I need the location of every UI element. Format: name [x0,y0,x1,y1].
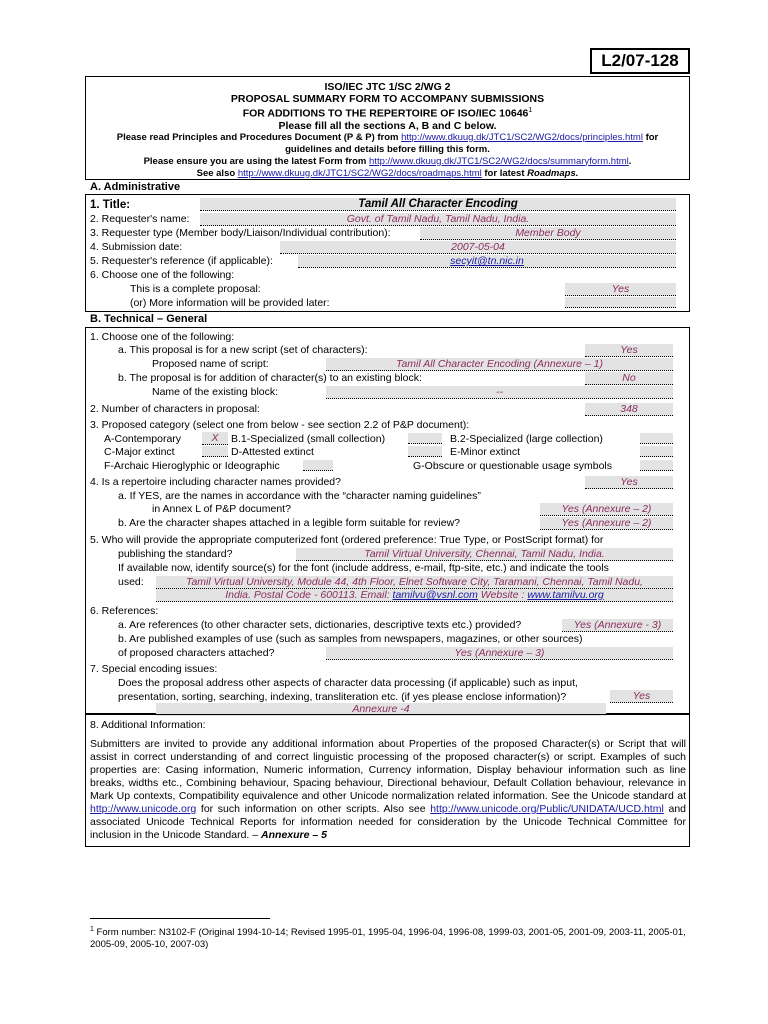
existing-block-field[interactable]: -- [326,386,673,399]
cat-f-label: F-Archaic Hieroglyphic or Ideographic [104,460,280,472]
header-roadmaps: See also http://www.dkuug.dk/JTC1/SC2/WG2/docs/roadmaps.html for latest Roadmaps. [196,167,579,179]
q6b-field[interactable]: Yes (Annexure – 3) [326,647,673,660]
header-guidelines: guidelines and details before filling this form. [285,143,490,155]
requester-reference-label: 5. Requester's reference (if applicable): [90,255,273,267]
header-repertoire: FOR ADDITIONS TO THE REPERTOIRE OF ISO/IEC 10646$^1$ [242,107,533,120]
title-field[interactable]: Tamil All Character Encoding [200,198,676,211]
q4b-label: b. Are the character shapes attached in a legible form suitable for review? [118,517,461,529]
q4a-label-1: a. If YES, are the names in accordance with the “character naming guidelines” [118,490,481,502]
q4-label: 4. Is a repertoire including character names provided? [90,476,341,488]
font-source-field-1[interactable]: Tamil Virtual University, Module 44, 4th Floor, Elnet Software City, Taramani, Chennai, Tamil Nadu, [156,576,673,589]
q2-label: 2. Number of characters in proposal: [90,403,260,415]
q7-label: 7. Special encoding issues: [90,663,218,675]
cat-g-field[interactable] [640,460,673,471]
q5-label-2: publishing the standard? [118,548,233,560]
additional-info-text: Submitters are invited to provide any additional information about Properties of the proposed Character(s) or Script that will assist in correct understanding of and correct linguistic processing of the proposed character(s) or script. Examples of such properties are: Casing information, Numeric information, Currency information, Display behaviour information such as line breaks, widths etc., Combining behaviour, Spacing behaviour, Directional behaviour, Default Collation behaviour, relevance in Mark Up contexts, Compatibility equivalence and other Unicode normalization related information. See the Unicode standard at http://www.unicode.org for such information on other scripts. Also see http://www.unicode.org/Public/UNIDATA/UCD.html and associated Unicode Technical Reports for information needed for consideration by the Unicode Technical Committee for inclusion in the Unicode Standard. – Annexure – 5 [90,738,686,841]
q1a-label: a. This proposal is for a new script (set of characters): [118,344,368,356]
roadmaps-link[interactable]: http://www.dkuug.dk/JTC1/SC2/WG2/docs/roadmaps.html [237,167,482,179]
more-info-field[interactable] [565,297,676,308]
submission-date-label: 4. Submission date: [90,241,183,253]
font-source-field-2[interactable]: India. Postal Code - 600113. Email: tamilvu@vsnl.com Website : www.tamilvu.org [156,589,673,602]
q3-label: 3. Proposed category (select one from below - see section 2.2 of P&P document): [90,419,470,431]
cat-c-label: C-Major extinct [104,446,175,458]
cat-b1-field[interactable] [408,433,442,444]
q1b-label: b. The proposal is for addition of character(s) to an existing block: [118,372,422,384]
cat-d-field[interactable] [408,446,442,457]
document-number: L2/07-128 [590,48,690,74]
q7-annex-field[interactable]: Annexure -4 [156,703,606,716]
summaryform-link[interactable]: http://www.dkuug.dk/JTC1/SC2/WG2/docs/summaryform.html [369,155,629,167]
script-name-label: Proposed name of script: [152,358,269,370]
q6-label: 6. References: [90,605,159,617]
choose-one-label: 6. Choose one of the following: [90,269,235,281]
cat-c-field[interactable] [202,446,228,457]
requester-type-label: 3. Requester type (Member body/Liaison/Individual contribution): [90,227,391,239]
q1a-field[interactable]: Yes [585,344,673,357]
requester-reference-field[interactable]: secyit@tn.nic.in [298,255,676,268]
cat-b1-label: B.1-Specialized (small collection) [231,433,386,445]
header-latest-form: Please ensure you are using the latest Form from http://www.dkuug.dk/JTC1/SC2/WG2/docs/summaryform.html. [143,155,632,167]
complete-proposal-label: This is a complete proposal: [130,283,261,295]
q6a-field[interactable]: Yes (Annexure - 3) [562,619,673,632]
q5-label-3: If available now, identify source(s) for the font (include address, e-mail, ftp-site, etc.) and indicate the tools [118,562,609,574]
script-name-field[interactable]: Tamil All Character Encoding (Annexure – 1) [326,358,673,371]
cat-e-field[interactable] [640,446,673,457]
font-provider-field[interactable]: Tamil Virtual University, Chennai, Tamil Nadu, India. [296,548,673,561]
requester-name-field[interactable]: Govt. of Tamil Nadu, Tamil Nadu, India. [200,213,676,226]
cat-a-field[interactable]: X [202,432,228,445]
q4a-field[interactable]: Yes (Annexure – 2) [540,503,673,516]
header-form-title: PROPOSAL SUMMARY FORM TO ACCOMPANY SUBMISSIONS [230,93,545,105]
tamilvu-email-link[interactable]: tamilvu@vsnl.com [392,589,478,601]
q4a-label-2: in Annex L of P&P document? [152,503,291,515]
complete-proposal-field[interactable]: Yes [565,283,676,296]
header-fill-instructions: Please fill all the sections A, B and C below. [278,119,497,132]
q7-field[interactable]: Yes [610,690,673,703]
cat-f-field[interactable] [303,460,333,471]
unicode-link[interactable]: http://www.unicode.org [90,803,197,815]
q6a-label: a. Are references (to other character sets, dictionaries, descriptive texts etc.) provided? [118,619,522,631]
header-principles: Please read Principles and Procedures Document (P & P) from http://www.dkuug.dk/JTC1/SC2/WG2/docs/principles.html for [116,131,659,143]
q4b-field[interactable]: Yes (Annexure – 2) [540,517,673,530]
q4-field[interactable]: Yes [585,476,673,489]
q7-label-2: presentation, sorting, searching, indexing, transliteration etc. (if yes please enclose information)? [118,691,567,703]
submission-date-field[interactable]: 2007-05-04 [280,241,676,254]
cat-b2-field[interactable] [640,433,673,444]
title-label: 1. Title: [90,199,131,211]
tamilvu-website-link[interactable]: www.tamilvu.org [527,589,604,601]
q5-label-1: 5. Who will provide the appropriate computerized font (ordered preference: True Type, or PostScript format) for [90,534,604,546]
q7-label-1: Does the proposal address other aspects of character data processing (if applicable) such as input, [118,677,578,689]
requester-name-label: 2. Requester's name: [90,213,190,225]
header-committee: ISO/IEC JTC 1/SC 2/WG 2 [324,81,451,93]
principles-link[interactable]: http://www.dkuug.dk/JTC1/SC2/WG2/docs/principles.html [401,131,643,143]
q6b-label-2: of proposed characters attached? [118,647,275,659]
cat-d-label: D-Attested extinct [231,446,314,458]
ucd-link[interactable]: http://www.unicode.org/Public/UNIDATA/UCD.html [430,803,664,815]
cat-a-label: A-Contemporary [104,433,182,445]
cat-g-label: G-Obscure or questionable usage symbols [413,460,613,472]
existing-block-label: Name of the existing block: [152,386,279,398]
more-info-label: (or) More information will be provided later: [130,297,330,309]
section-b-heading: B. Technical – General [90,313,208,325]
q6b-label-1: b. Are published examples of use (such as samples from newspapers, magazines, or other sources) [118,633,583,645]
q1b-field[interactable]: No [585,372,673,385]
requester-type-field[interactable]: Member Body [420,227,676,240]
section-a-heading: A. Administrative [90,181,181,193]
cat-e-label: E-Minor extinct [450,446,521,458]
q8-label: 8. Additional Information: [90,719,206,731]
char-count-field[interactable]: 348 [585,403,673,416]
q1-label: 1. Choose one of the following: [90,331,235,343]
form-header [85,76,690,180]
cat-b2-label: B.2-Specialized (large collection) [450,433,603,445]
footnote-rule [90,918,270,919]
footnote: $^1$ Form number: N3102-F (Original 1994-10-14; Revised 1995-01, 1995-04, 1996-04, 1996-08, 1999-03, 2001-05, 2001-09, 2003-11, 2005-01, 2005-09, 2005-10, 2007-03) [90,926,686,951]
q5-used-label: used: [118,576,144,588]
